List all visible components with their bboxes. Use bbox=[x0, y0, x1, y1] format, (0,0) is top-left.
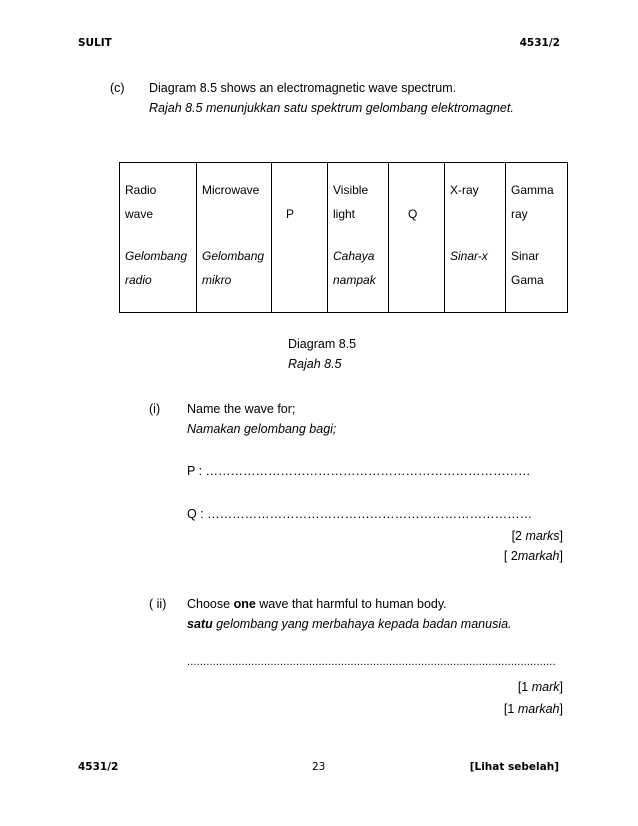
marks-ms-word: markah bbox=[517, 549, 560, 563]
marks-en bbox=[512, 529, 563, 543]
mark-ms-close: ] bbox=[559, 702, 563, 716]
marks-en-word: marks bbox=[525, 529, 560, 543]
part-i-label: (i) bbox=[149, 402, 161, 416]
cell-q bbox=[389, 163, 445, 313]
diagram-caption-ms: Rajah 8.5 bbox=[288, 357, 342, 371]
marks-ms-close: ] bbox=[559, 549, 563, 563]
visible-en-2: light bbox=[333, 207, 356, 221]
visible-ms-1: Cahaya bbox=[333, 249, 375, 263]
marks-en-open: [2 bbox=[511, 529, 526, 543]
cell-x-ray bbox=[445, 163, 506, 313]
part-ii-text-en bbox=[187, 597, 447, 611]
label-q: Q bbox=[408, 207, 418, 221]
footer-turn-page: [Lihat sebelah] bbox=[469, 761, 559, 773]
gamma-ms-1: Sinar bbox=[511, 249, 540, 263]
diagram-caption-en: Diagram 8.5 bbox=[288, 337, 357, 351]
footer-paper-code: 4531/2 bbox=[78, 761, 119, 773]
xray-ms: Sinar-x bbox=[450, 249, 488, 263]
header-paper-code: 4531/2 bbox=[519, 37, 560, 49]
visible-ms-2: nampak bbox=[333, 273, 376, 287]
part-ii-ms-bold: satu bbox=[187, 617, 213, 631]
visible-en-1: Visible bbox=[333, 183, 369, 197]
part-ii-text-ms bbox=[187, 617, 512, 631]
marks-ms bbox=[504, 549, 563, 563]
cell-radio-wave bbox=[120, 163, 197, 313]
mark-ms bbox=[504, 702, 563, 716]
xray-en: X-ray bbox=[450, 183, 479, 197]
part-ii-en-bold: one bbox=[233, 597, 256, 611]
part-i-text-en: Name the wave for; bbox=[187, 402, 296, 416]
label-p: P bbox=[286, 207, 295, 221]
part-ii-ms-post: gelombang yang merbahaya kepada badan manusia. bbox=[212, 617, 512, 631]
mark-ms-word: markah bbox=[517, 702, 560, 716]
radio-ms-1: Gelombang bbox=[125, 249, 188, 263]
mark-en-word: mark bbox=[531, 680, 560, 694]
answer-line-harmful-wave[interactable]: ................................................................................................................... bbox=[187, 656, 556, 668]
gamma-en-1: Gamma bbox=[511, 183, 554, 197]
cell-microwave bbox=[197, 163, 272, 313]
cell-visible-light bbox=[328, 163, 389, 313]
answer-line-p[interactable]: P : …………………………………………………………………… bbox=[187, 464, 531, 478]
question-text-en: Diagram 8.5 shows an electromagnetic wave spectrum. bbox=[149, 81, 457, 95]
marks-ms-open: [ 2 bbox=[503, 549, 518, 563]
mark-ms-open: [1 bbox=[503, 702, 518, 716]
question-text-ms: Rajah 8.5 menunjukkan satu spektrum gelombang elektromagnet. bbox=[149, 101, 514, 115]
radio-en-1: Radio bbox=[125, 183, 157, 197]
microwave-en: Microwave bbox=[202, 183, 260, 197]
radio-ms-2: radio bbox=[125, 273, 152, 287]
marks-en-close: ] bbox=[559, 529, 563, 543]
gamma-en-2: ray bbox=[511, 207, 528, 221]
cell-gamma-ray bbox=[506, 163, 568, 313]
radio-en-2: wave bbox=[125, 207, 154, 221]
gamma-ms-2: Gama bbox=[511, 273, 544, 287]
microwave-ms-2: mikro bbox=[202, 273, 232, 287]
em-spectrum-table bbox=[119, 162, 568, 313]
question-label: (c) bbox=[110, 81, 125, 95]
mark-en-open: [1 bbox=[517, 680, 532, 694]
header-sulit: SULIT bbox=[78, 37, 112, 49]
part-ii-label: ( ii) bbox=[149, 597, 167, 611]
page-number: 23 bbox=[312, 761, 326, 773]
microwave-ms-1: Gelombang bbox=[202, 249, 265, 263]
mark-en bbox=[518, 680, 563, 694]
part-ii-en-pre: Choose bbox=[187, 597, 234, 611]
part-i-text-ms: Namakan gelombang bagi; bbox=[187, 422, 337, 436]
answer-line-q[interactable]: Q : …………………………………………………………………… bbox=[187, 507, 533, 521]
part-ii-en-post: wave that harmful to human body. bbox=[255, 597, 447, 611]
cell-p bbox=[272, 163, 328, 313]
mark-en-close: ] bbox=[559, 680, 563, 694]
